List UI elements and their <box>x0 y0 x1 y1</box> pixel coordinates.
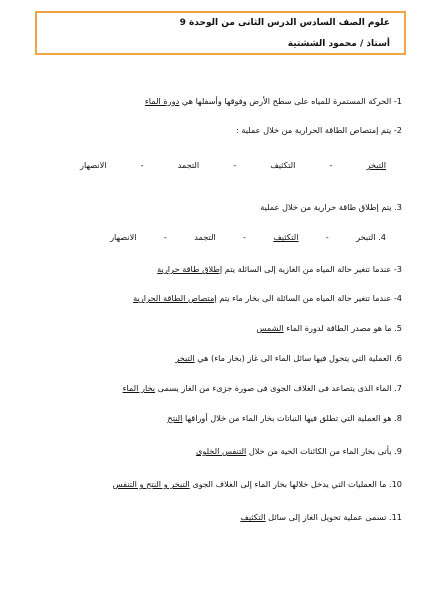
question-11: 10. ما العمليات التي يدخل خلالها بخار الماء إلى الغلاف الجوى التبخر و النتح و التنفس <box>112 479 402 489</box>
option-b-4: الانصهار <box>110 232 137 242</box>
option-b-1: 4. التبخر <box>356 232 386 242</box>
option-b-2: التكثيف <box>273 232 299 242</box>
option-b-3: التجمد <box>194 232 216 242</box>
option-a-sep-2: - <box>233 160 237 170</box>
answer-8: بخار الماء <box>122 383 156 393</box>
answer-12: التكثيف <box>240 512 266 522</box>
answer-10: التنفس الخلوى <box>195 446 247 456</box>
question-6: 5. ما هو مصدر الطاقة لدورة الماء الشمس <box>256 323 402 333</box>
options-row-b <box>110 232 386 242</box>
header-box <box>35 11 406 55</box>
question-4: 3- عندما تتغير حالة المياه من الغازية إلى السائلة يتم إطلاق طاقة حرارية <box>157 264 402 274</box>
option-a-2: التكثيف <box>270 160 296 170</box>
answer-7: التبخر <box>175 353 195 363</box>
option-a-1: التبخر <box>366 160 386 170</box>
option-a-sep-1: - <box>329 160 333 170</box>
question-9: 8. هو العملية التي تطلق فيها النباتات بخار الماء من خلال أوراقها النتح <box>167 413 402 423</box>
option-a-3: التجمد <box>177 160 200 170</box>
option-b-sep-1: - <box>325 232 329 242</box>
question-7: 6. العملية التي يتحول فيها سائل الماء الى غاز (بخار ماء) هي التبخر <box>175 353 402 363</box>
header-teacher: أستاذ / محمود الششتية <box>287 39 390 49</box>
answer-1: دورة الماء <box>144 96 180 106</box>
question-1: 1- الحركة المستمرة للمياه على سطح الأرض وفوقها وأسفلها هي دورة الماء <box>144 96 402 106</box>
question-5: 4- عندما تتغير حالة المياه من السائلة الى بخار ماء يتم إمتصاص الطاقة الحرارية <box>133 293 402 303</box>
answer-6: الشمس <box>256 323 284 333</box>
answer-11: التبخر و النتح و التنفس <box>112 479 190 489</box>
options-row-a <box>80 160 386 170</box>
answer-4: إطلاق طاقة حرارية <box>157 264 223 274</box>
question-2: 2- يتم إمتصاص الطاقة الحرارية من خلال عملية : <box>235 125 402 135</box>
option-b-sep-2: - <box>243 232 247 242</box>
answer-5: إمتصاص الطاقة الحرارية <box>133 293 217 303</box>
option-a-sep-3: - <box>140 160 144 170</box>
question-3: 3. يتم إطلاق طاقة حرارية من خلال عملية <box>260 202 402 212</box>
question-10: 9. يأتى بخار الماء من الكائنات الحية من خلال التنفس الخلوى <box>195 446 402 456</box>
question-8: 7. الماء الذى يتصاعد فى الغلاف الجوى فى صورة جزىء من الغاز يسمى بخار الماء <box>122 383 402 393</box>
answer-9: النتح <box>167 413 183 423</box>
question-12: 11. تسمى عملية تحويل الغاز إلى سائل التكثيف <box>240 512 402 522</box>
header-title: علوم الصف السادس الدرس الثانى من الوحدة 9 <box>179 18 390 28</box>
option-b-sep-3: - <box>163 232 167 242</box>
option-a-4: الانصهار <box>80 160 107 170</box>
